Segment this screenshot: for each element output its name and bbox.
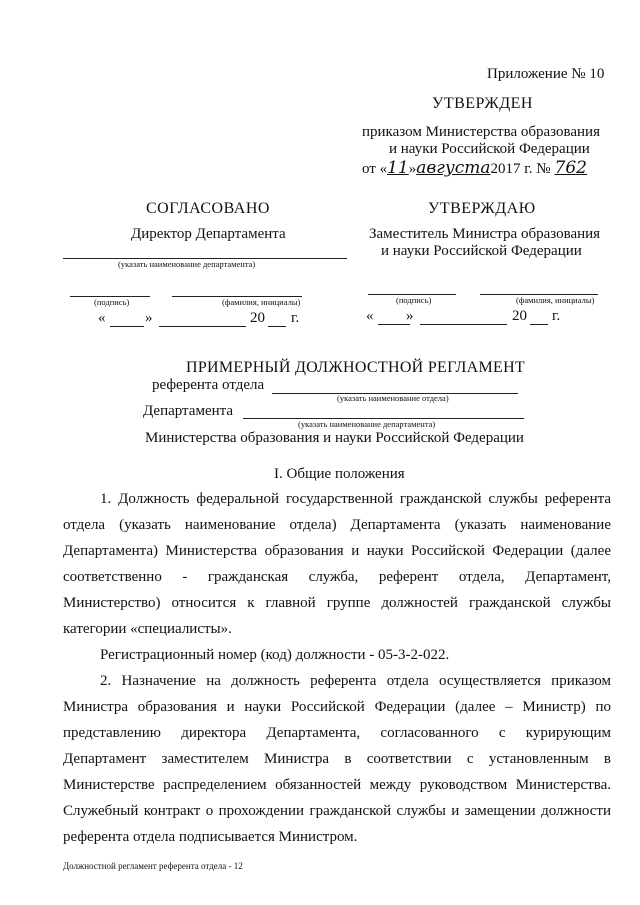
right-year-suffix: г. [552, 308, 561, 324]
left-month-line [159, 326, 246, 327]
approve-position-line-1: Заместитель Министра образования [369, 226, 601, 242]
approve-position-line-2: и науки Российской Федерации [381, 243, 582, 259]
order-date-line [362, 158, 587, 178]
order-number-handwritten: 762 [554, 158, 587, 178]
paragraph-1 [63, 486, 611, 642]
order-date-mid: » [408, 161, 417, 177]
left-year-prefix: 20 [250, 310, 265, 326]
order-month-handwritten: августа [416, 158, 491, 178]
paragraph-registration [63, 642, 611, 668]
right-signature-hint: (подпись) [396, 295, 432, 305]
paragraph-1-text: 1. Должность федеральной государственной гражданской службы референта отдела (указать наименование отдела) Департамента (указать наименование Департамента) Министерства образования и науки Российской Федерации (далее соответственно - гражданская служба, референт отдела, Департамент, Министерство) относится к главной группе должностей гражданской службы категории «специалисты». [63, 491, 611, 637]
left-name-hint: (фамилия, инициалы) [222, 297, 301, 307]
approved-heading: УТВЕРЖДЕН [432, 95, 533, 112]
paragraph-2 [63, 668, 611, 850]
agreed-position: Директор Департамента [131, 226, 286, 242]
order-line-1: приказом Министерства образования [362, 124, 600, 140]
left-year-suffix: г. [291, 310, 300, 326]
page-footer: Должностной регламент референта отдела - 12 [63, 861, 243, 871]
left-date-close: » [145, 310, 153, 326]
right-year-prefix: 20 [512, 308, 527, 324]
right-date-close: » [406, 308, 414, 324]
order-day-handwritten: 11 [387, 158, 409, 178]
unit-name-hint: (указать наименование отдела) [337, 393, 449, 403]
order-date-prefix: от « [362, 161, 388, 177]
appendix-label: Приложение № 10 [487, 66, 605, 82]
right-month-line [420, 324, 507, 325]
department-name-hint: (указать наименование департамента) [118, 259, 256, 269]
agreed-heading: СОГЛАСОВАНО [146, 200, 270, 217]
left-day-line [110, 326, 144, 327]
section-heading: I. Общие положения [274, 466, 405, 482]
right-date-open: « [366, 308, 374, 324]
left-date-open: « [98, 310, 106, 326]
department-label: Департамента [143, 403, 234, 419]
paragraph-2-text: 2. Назначение на должность референта отдела осуществляется приказом Министра образования и науки Российской Федерации (далее – Министр) по представлению директора Департамента, согласованного с курирующим Департамент заместителем Министра в соответствии с установленным в Министерстве распределением обязанностей между руководством Министерства. Служебный контракт о прохождении гражданской службы и замещении должности референта отдела подписывается Министром. [63, 673, 611, 845]
ministry-line: Министерства образования и науки Российской Федерации [145, 430, 524, 446]
left-year-line [268, 326, 286, 327]
order-date-suffix: 2017 г. № [490, 161, 551, 177]
right-name-hint: (фамилия, инициалы) [516, 295, 595, 305]
right-year-line [530, 324, 548, 325]
approve-heading: УТВЕРЖДАЮ [428, 200, 536, 217]
left-signature-hint: (подпись) [94, 297, 130, 307]
referent-label: референта отдела [152, 377, 265, 393]
registration-text: Регистрационный номер (код) должности - 05-3-2-022. [100, 647, 450, 663]
order-line-2: и науки Российской Федерации [389, 141, 590, 157]
department-hint: (указать наименование департамента) [298, 419, 436, 429]
document-title: ПРИМЕРНЫЙ ДОЛЖНОСТНОЙ РЕГЛАМЕНТ [186, 359, 525, 376]
